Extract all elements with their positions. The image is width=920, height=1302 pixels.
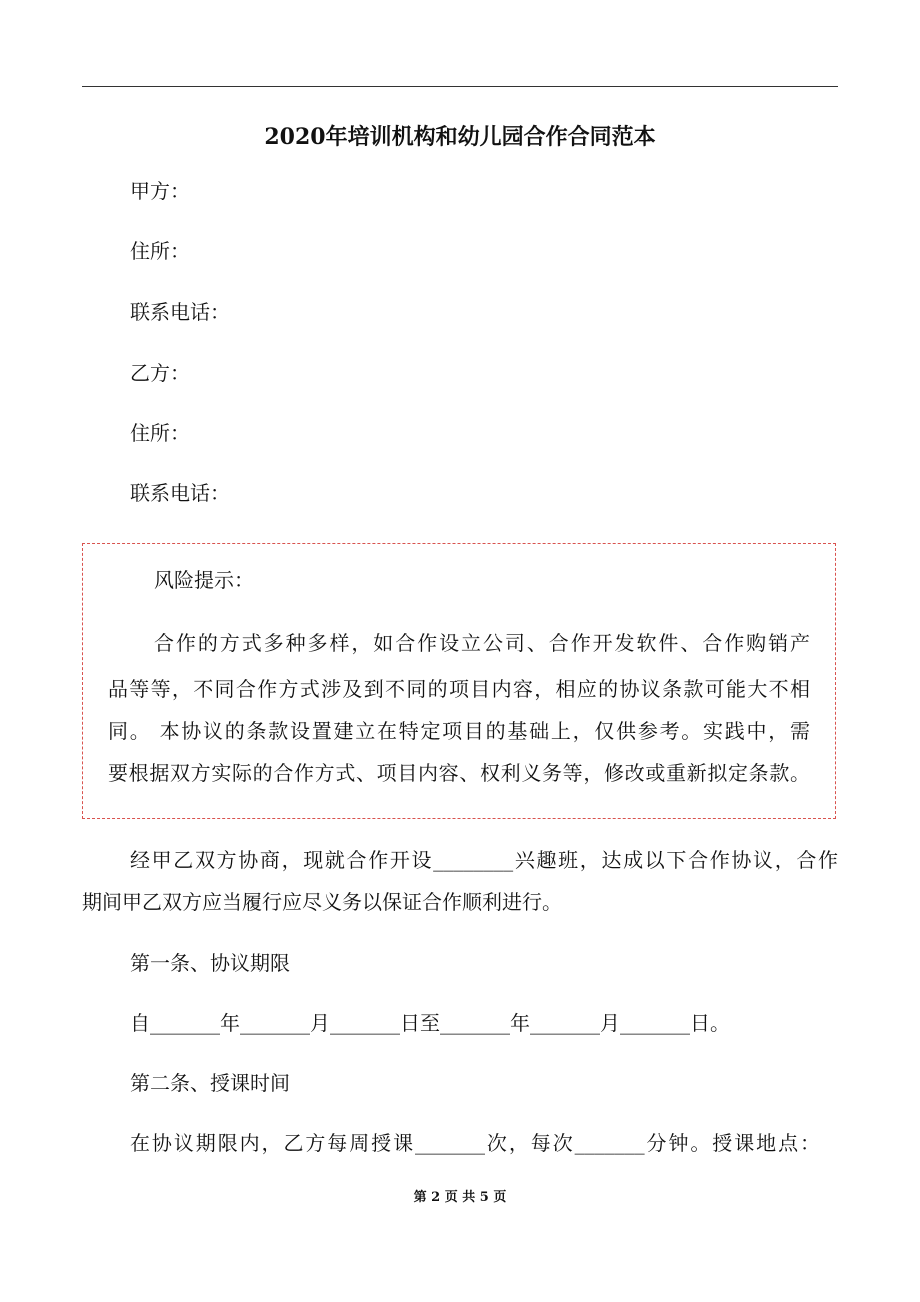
risk-notice-line: 合作的方式多种多样，如合作设立公司、合作开发软件、合作购销产 [154,631,810,655]
party-a-address-label: 住所： [130,239,190,263]
header-rule [82,86,838,87]
page-indicator: 第 2 页 共 5 页 [413,1190,507,1205]
risk-notice-line: 要根据双方实际的合作方式、项目内容、权利义务等，修改或重新拟定条款。 [108,761,810,785]
article-2-heading: 第二条、授课时间 [130,1071,290,1095]
article-2-text: 在协议期限内，乙方每周授课_______次，每次_______分钟。授课地点： [130,1131,820,1155]
preamble-line: 期间甲乙双方应当履行应尽义务以保证合作顺利进行。 [82,890,562,914]
party-b-address-label: 住所： [130,421,190,445]
risk-notice-line: 同。 本协议的条款设置建立在特定项目的基础上，仅供参考。实践中，需 [108,719,810,743]
party-b-phone-label: 联系电话： [130,481,230,505]
party-b-label: 乙方： [130,361,190,385]
risk-notice-line: 品等等，不同合作方式涉及到不同的项目内容，相应的协议条款可能大不相 [108,677,810,701]
party-a-label: 甲方： [130,179,190,203]
risk-notice-heading: 风险提示： [154,568,254,592]
document-title: 2020年培训机构和幼儿园合作合同范本 [264,124,656,150]
preamble-line: 经甲乙双方协商，现就合作开设________兴趣班，达成以下合作协议，合作 [130,848,838,872]
article-1-text: 自_______年_______月_______日至_______年_______月_______日。 [130,1011,730,1035]
article-1-heading: 第一条、协议期限 [130,951,290,975]
party-a-phone-label: 联系电话： [130,300,230,324]
